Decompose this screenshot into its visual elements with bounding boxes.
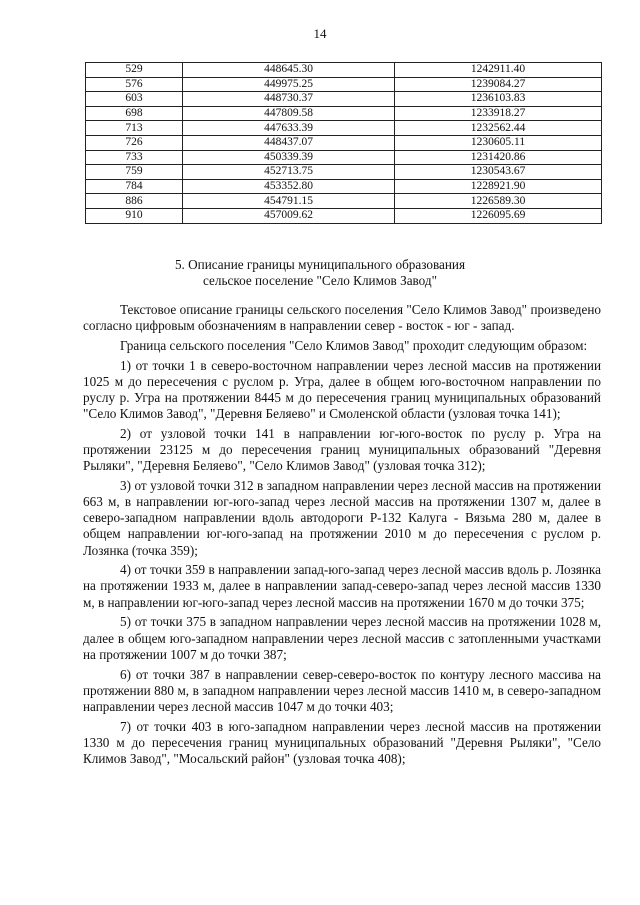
y-coordinate-cell: 1239084.27: [395, 77, 602, 92]
x-coordinate-cell: 447633.39: [183, 121, 395, 136]
intro-paragraph: Текстовое описание границы сельского поселения "Село Климов Завод" произведено согласно цифровым обозначениям в направлении север - восток - юг - запад.: [83, 302, 601, 334]
coordinates-table-body: [86, 63, 602, 224]
x-coordinate-cell: 457009.62: [183, 208, 395, 223]
boundary-segment-paragraph: 5) от точки 375 в западном направлении через лесной массив на протяжении 1028 м, далее в общем юго-западном направлении через лесной массив с затопленными участками на протяжении 1007 м до точки 387;: [83, 614, 601, 662]
y-coordinate-cell: 1226095.69: [395, 208, 602, 223]
boundary-segment-paragraph: 3) от узловой точки 312 в западном направлении через лесной массив на протяжении 663 м, в направлении юг-юго-запад через лесной массив на протяжении 1307 м, далее в северо-западном направлении вдоль автодороги Р-132 Калуга - Вязьма 280 м, далее в общем направлении юг-юго-запад на протяжении 2010 м до пересечения с руслом р. Лозянка (точка 359);: [83, 478, 601, 558]
point-number-cell: 698: [86, 106, 183, 121]
point-number-cell: 726: [86, 135, 183, 150]
x-coordinate-cell: 448645.30: [183, 63, 395, 78]
table-row: [86, 150, 602, 165]
point-number-cell: 886: [86, 194, 183, 209]
point-number-cell: 713: [86, 121, 183, 136]
boundary-segment-paragraph: 1) от точки 1 в северо-восточном направлении через лесной массив на протяжении 1025 м до пересечения с руслом р. Угра, далее в общем юго-восточном направлении по руслу р. Угра на протяжении 8445 м до пересечения границ муниципальных образований "Село Климов Завод", "Деревня Беляево" и Смоленской области (узловая точка 141);: [83, 357, 601, 422]
x-coordinate-cell: 449975.25: [183, 77, 395, 92]
table-row: [86, 135, 602, 150]
point-number-cell: 603: [86, 92, 183, 107]
boundary-segment-paragraph: 4) от точки 359 в направлении запад-юго-запад через лесной массив вдоль р. Лозянка на протяжении 1933 м, далее в направлении запад-северо-запад через лесной массив 1330 м, в направлении юг-юго-запад через лесной массив на протяжении 1670 м до точки 375;: [83, 562, 601, 610]
x-coordinate-cell: 448437.07: [183, 135, 395, 150]
y-coordinate-cell: 1226589.30: [395, 194, 602, 209]
table-row: [86, 92, 602, 107]
section-title: [0, 257, 640, 289]
y-coordinate-cell: 1230543.67: [395, 165, 602, 180]
x-coordinate-cell: 452713.75: [183, 165, 395, 180]
table-row: [86, 106, 602, 121]
x-coordinate-cell: 450339.39: [183, 150, 395, 165]
section-title-line-2: сельское поселение "Село Климов Завод": [203, 273, 437, 288]
x-coordinate-cell: 454791.15: [183, 194, 395, 209]
table-row: [86, 63, 602, 78]
x-coordinate-cell: 448730.37: [183, 92, 395, 107]
route-heading-paragraph: Граница сельского поселения "Село Климов Завод" проходит следующим образом:: [120, 337, 588, 353]
boundary-segment-paragraph: 2) от узловой точки 141 в направлении юг-юго-восток по руслу р. Угра на протяжении 23125 м до пересечения границ муниципальных образований "Деревня Рыляки", "Деревня Беляево", "Село Климов Завод" (узловая точка 312);: [83, 426, 601, 474]
table-row: [86, 194, 602, 209]
x-coordinate-cell: 453352.80: [183, 179, 395, 194]
point-number-cell: 576: [86, 77, 183, 92]
page-number: 14: [313, 26, 327, 41]
table-row: [86, 179, 602, 194]
table-row: [86, 208, 602, 223]
point-number-cell: 529: [86, 63, 183, 78]
section-title-line-1: 5. Описание границы муниципального образования: [174, 257, 466, 272]
y-coordinate-cell: 1233918.27: [395, 106, 602, 121]
table-row: [86, 77, 602, 92]
boundary-segment-paragraph: 6) от точки 387 в направлении север-северо-восток по контуру лесного массива на протяжении 880 м, в западном направлении через лесной массив 1410 м, в северо-западном направлении через лесной массив 1047 м до точки 403;: [83, 666, 601, 714]
table-row: [86, 165, 602, 180]
y-coordinate-cell: 1236103.83: [395, 92, 602, 107]
point-number-cell: 910: [86, 208, 183, 223]
table-row: [86, 121, 602, 136]
point-number-cell: 759: [86, 165, 183, 180]
x-coordinate-cell: 447809.58: [183, 106, 395, 121]
y-coordinate-cell: 1231420.86: [395, 150, 602, 165]
y-coordinate-cell: 1230605.11: [395, 135, 602, 150]
y-coordinate-cell: 1242911.40: [395, 63, 602, 78]
y-coordinate-cell: 1228921.90: [395, 179, 602, 194]
point-number-cell: 784: [86, 179, 183, 194]
coordinates-table: [85, 62, 602, 224]
point-number-cell: 733: [86, 150, 183, 165]
y-coordinate-cell: 1232562.44: [395, 121, 602, 136]
boundary-description: [83, 302, 601, 771]
boundary-segment-paragraph: 7) от точки 403 в юго-западном направлении через лесной массив на протяжении 1330 м до пересечения границ муниципальных образований "Деревня Рыляки", "Село Климов Завод", "Мосальский район" (узловая точка 408);: [83, 718, 601, 766]
